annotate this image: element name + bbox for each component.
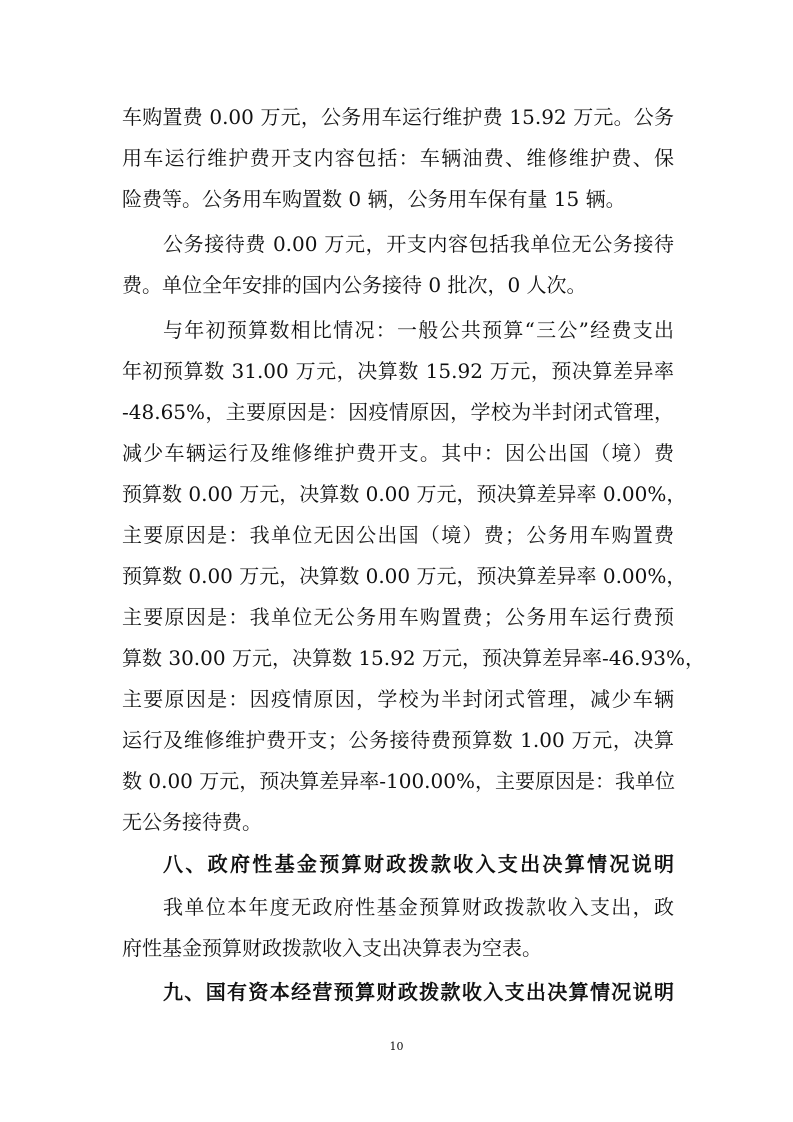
section-heading: 九、国有资本经营预算财政拨款收入支出决算情况说明 — [163, 980, 674, 1004]
paragraph-first-line: 与年初预算数相比情况：一般公共预算“三公”经费支出 — [163, 318, 674, 342]
body-text-line: 年初预算数 31.00 万元，决算数 15.92 万元，预决算差异率 — [122, 359, 674, 383]
page-number: 10 — [389, 1040, 404, 1053]
body-text-line: 用车运行维护费开支内容包括：车辆油费、维修维护费、保 — [122, 146, 674, 170]
body-text-line: 运行及维修维护费开支；公务接待费预算数 1.00 万元，决算 — [122, 728, 674, 752]
body-text-line: -48.65%，主要原因是：因疫情原因，学校为半封闭式管理， — [122, 400, 674, 424]
body-text-line: 主要原因是：因疫情原因，学校为半封闭式管理，减少车辆 — [122, 687, 674, 711]
paragraph-first-line: 公务接待费 0.00 万元，开支内容包括我单位无公务接待 — [163, 232, 674, 256]
body-text-line: 费。单位全年安排的国内公务接待 0 批次，0 人次。 — [122, 273, 587, 297]
body-text-line: 数 0.00 万元，预决算差异率-100.00%，主要原因是：我单位 — [122, 769, 675, 793]
body-text-line: 预算数 0.00 万元，决算数 0.00 万元，预决算差异率 0.00%， — [122, 482, 687, 506]
paragraph-first-line: 我单位本年度无政府性基金预算财政拨款收入支出，政 — [163, 895, 674, 919]
body-text-line: 减少车辆运行及维修维护费开支。其中：因公出国（境）费 — [122, 441, 674, 465]
body-text-line: 算数 30.00 万元，决算数 15.92 万元，预决算差异率-46.93%， — [122, 646, 705, 670]
body-text-line: 主要原因是：我单位无公务用车购置费；公务用车运行费预 — [122, 605, 674, 629]
body-text-line: 主要原因是：我单位无因公出国（境）费；公务用车购置费 — [122, 523, 674, 547]
body-text-line: 车购置费 0.00 万元，公务用车运行维护费 15.92 万元。公务 — [122, 105, 674, 129]
body-text-line: 预算数 0.00 万元，决算数 0.00 万元，预决算差异率 0.00%， — [122, 564, 687, 588]
body-text-line: 险费等。公务用车购置数 0 辆，公务用车保有量 15 辆。 — [122, 187, 626, 211]
body-text-line: 无公务接待费。 — [122, 810, 262, 834]
body-text-line: 府性基金预算财政拨款收入支出决算表为空表。 — [122, 936, 542, 960]
section-heading: 八、政府性基金预算财政拨款收入支出决算情况说明 — [163, 852, 674, 876]
